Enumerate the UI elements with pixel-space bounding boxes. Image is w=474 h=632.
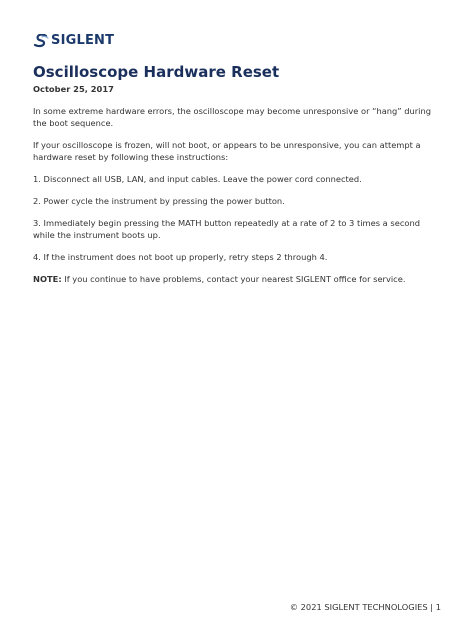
article	[33, 62, 443, 285]
step-3: 3. Immediately begin pressing the MATH button repeatedly at a rate of 2 to 3 times a second while the instrument boots up.	[33, 218, 420, 240]
paragraph-instructions: If your oscilloscope is frozen, will not boot, or appears to be unresponsive, you can attempt a hardware reset by following these instructions:	[33, 140, 421, 162]
step-1: 1. Disconnect all USB, LAN, and input cables. Leave the power cord connected.	[33, 174, 362, 184]
page-footer: © 2021 SIGLENT TECHNOLOGIES | 1	[289, 602, 441, 612]
paragraph-intro: In some extreme hardware errors, the oscilloscope may become unresponsive or “hang” during the boot sequence.	[33, 106, 432, 128]
note-label: NOTE:	[33, 274, 62, 284]
siglent-logo	[33, 32, 114, 50]
step-4: 4. If the instrument does not boot up properly, retry steps 2 through 4.	[33, 252, 328, 262]
logo-text: SIGLENT	[51, 33, 115, 48]
step-2: 2. Power cycle the instrument by pressing the power button.	[33, 196, 285, 206]
siglent-wave-icon	[33, 34, 49, 48]
article-date: October 25, 2017	[33, 84, 114, 94]
page-title: Oscilloscope Hardware Reset	[33, 63, 280, 81]
note-paragraph	[33, 273, 443, 285]
note-text: If you continue to have problems, contact your nearest SIGLENT office for service.	[61, 274, 406, 284]
